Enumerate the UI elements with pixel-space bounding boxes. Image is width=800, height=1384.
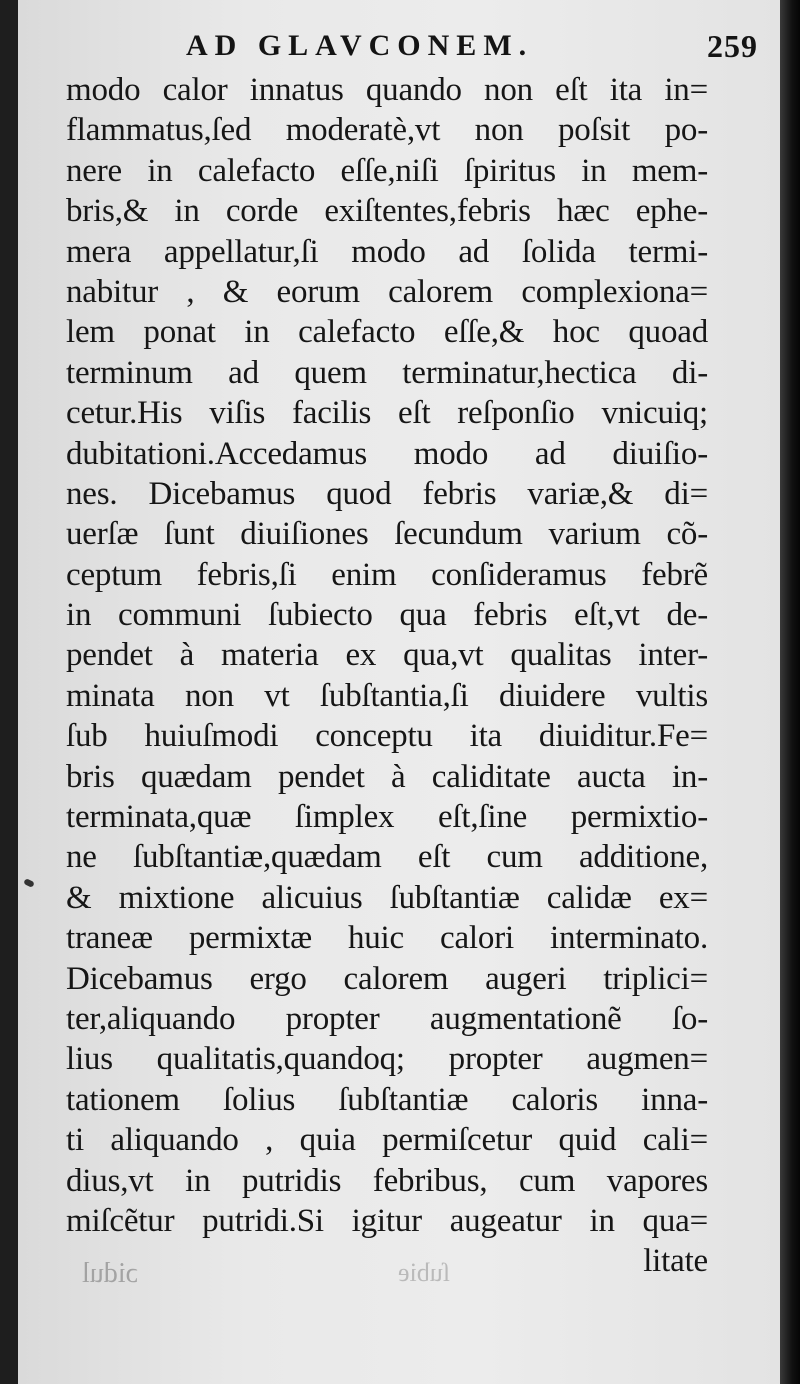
text-line: tationem ſolius ſubſtantiæ caloris inna- <box>66 1081 708 1118</box>
text-line: ſub huiuſmodi conceptu ita diuiditur.Fe= <box>66 718 708 755</box>
text-line: traneæ permixtæ huic calori interminato. <box>66 920 708 957</box>
text-line: Dicebamus ergo calorem augeri triplici= <box>66 960 708 997</box>
text-line: & mixtione alicuius ſubſtantiæ calidæ ex= <box>66 879 708 916</box>
page-gutter-shadow <box>780 0 800 1384</box>
text-line: cetur.His viſis facilis eſt reſponſio vnicuiq; <box>66 395 708 432</box>
catchword: litate <box>643 1243 708 1280</box>
text-line: dius,vt in putridis febribus, cum vapores <box>66 1162 708 1199</box>
text-line: ne ſubſtantiæ,quædam eſt cum additione, <box>66 839 708 876</box>
book-page <box>18 0 780 1384</box>
text-line: flammatus,ſed moderatè,vt non poſsit po- <box>66 112 708 149</box>
text-line: ceptum febris,ſi enim conſideramus febrẽ <box>66 556 708 593</box>
text-line: in communi ſubiecto qua febris eſt,vt de- <box>66 597 708 634</box>
text-line: bris quædam pendet à caliditate aucta in- <box>66 758 708 795</box>
text-line: lem ponat in calefacto eſſe,& hoc quoad <box>66 314 708 351</box>
body-text <box>66 70 708 1282</box>
running-head: AD GLAVCONEM. <box>186 29 534 62</box>
text-line: lius qualitatis,quandoq; propter augmen= <box>66 1041 708 1078</box>
text-line: modo calor innatus quando non eſt ita in= <box>66 72 708 108</box>
bleed-through-text: ſubie <box>398 1258 450 1287</box>
text-line: miſcẽtur putridi.Si igitur augeatur in qua= <box>66 1202 708 1239</box>
text-line: terminum ad quem terminatur,hectica di- <box>66 354 708 391</box>
text-line: pendet à materia ex qua,vt qualitas inter- <box>66 637 708 674</box>
page-number: 259 <box>707 28 758 64</box>
text-line: uerſæ ſunt diuiſiones ſecundum varium cõ- <box>66 516 708 553</box>
text-line: nes. Dicebamus quod febris variæ,& di= <box>66 475 708 512</box>
page-header <box>18 26 780 66</box>
text-line: dubitationi.Accedamus modo ad diuiſio- <box>66 435 708 472</box>
text-line: terminata,quæ ſimplex eſt,ſine permixtio- <box>66 799 708 836</box>
text-line: nabitur , & eorum calorem complexiona= <box>66 273 708 310</box>
text-line: minata non vt ſubſtantia,ſi diuidere vultis <box>66 677 708 714</box>
text-line: ti aliquando , quia permiſcetur quid cali= <box>66 1122 708 1159</box>
text-line: ter,aliquando propter augmentationẽ ſo- <box>66 1000 708 1037</box>
text-line: nere in calefacto eſſe,niſi ſpiritus in mem- <box>66 152 708 189</box>
text-line: mera appellatur,ſi modo ad ſolida termi- <box>66 233 708 270</box>
bleed-through-text: ɔidul <box>82 1258 138 1289</box>
ink-speck <box>23 878 35 888</box>
text-line: bris,& in corde exiſtentes,febris hæc ephe- <box>66 193 708 230</box>
